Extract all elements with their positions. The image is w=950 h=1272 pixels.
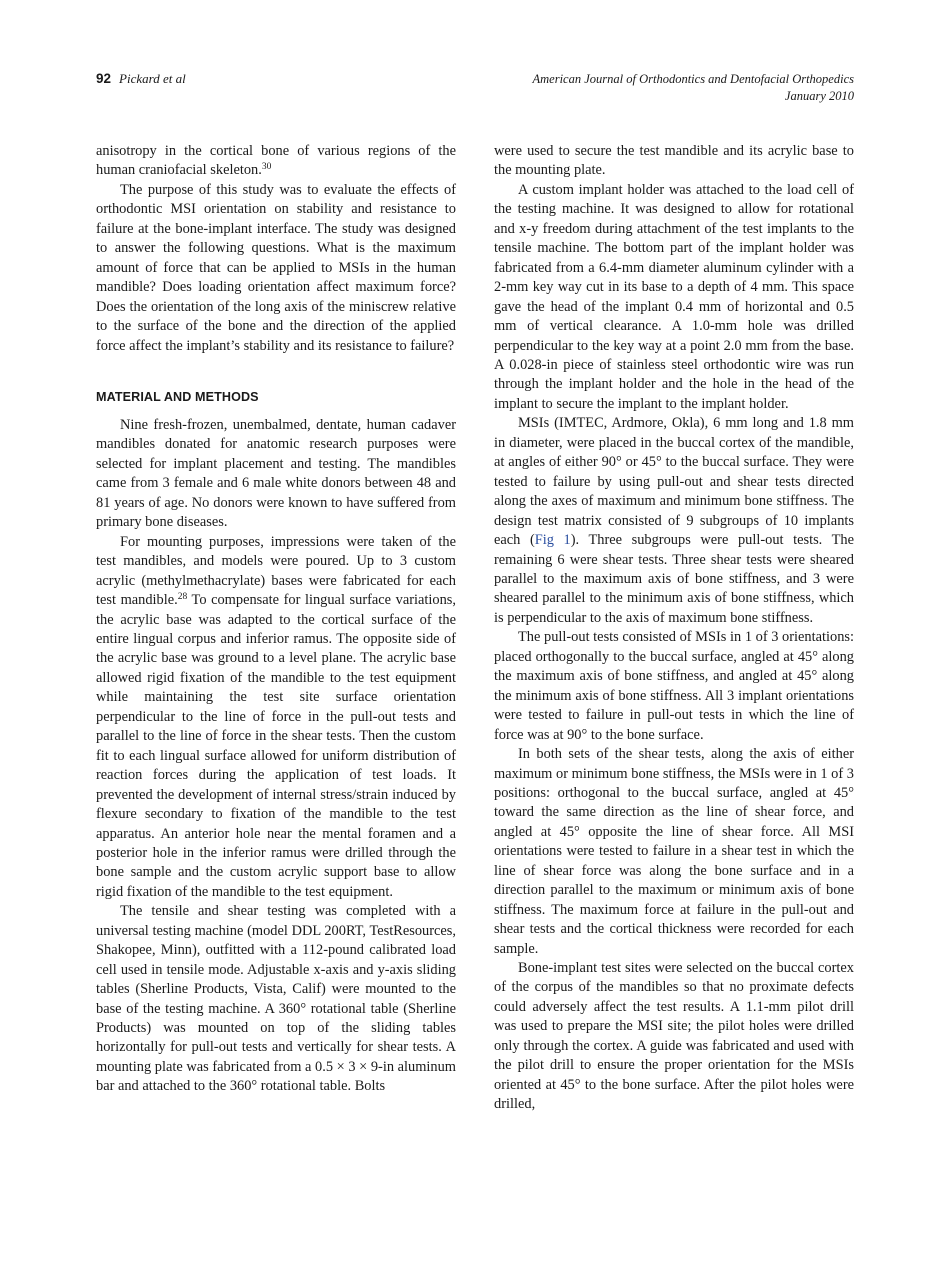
- paragraph: Bone-implant test sites were selected on the buccal cortex of the corpus of the mandibles so that no proximate defects could adversely affect the test results. A 1.1-mm pilot drill was used to prepare the MSI site; the pilot holes were drilled only through the cortex. A guide was fabricated and used with the pilot drill to ensure the proper orientation for the MSIs oriented at 45° to the bone surface. After the pilot holes were drilled,: [494, 960, 854, 1113]
- paragraph: were used to secure the test mandible and its acrylic base to the mounting plate.: [494, 143, 854, 179]
- citation-ref[interactable]: 28: [177, 592, 188, 603]
- journal-issue: January 2010: [784, 89, 854, 103]
- paragraph: In both sets of the shear tests, along the axis of either maximum or minimum bone stiffness, the MSIs were in 1 of 3 positions: orthogonal to the buccal surface, angled at 45° toward the same direction as the line of shear force, and angled at 45° opposite the line of shear force. All MSI orientations were tested to failure in a shear test in which the line of shear force was along the bone surface and in a direction parallel to the maximum or minimum axis of bone stiffness. The maximum force at failure in the pull-out and shear tests and the cortical thickness were recorded for each sample.: [494, 746, 854, 957]
- paragraph: The tensile and shear testing was completed with a universal testing machine (model DDL 200RT, TestResources, Shakopee, Minn), outfitted with a 112-pound calibrated load cell used in tensile mode. Adjustable x-axis and y-axis sliding tables (Sherline Products, Vista, Calif) were mounted to the base of the testing machine. A 360° rotational table (Sherline Products) was mounted on top of the sliding tables horizontally for pull-out tests and vertically for shear tests. A mounting plate was fabricated from a 0.5 × 3 × 9-in aluminum bar and attached to the 360° rotational table. Bolts: [96, 903, 456, 1095]
- paragraph-text: For mounting purposes, impressions were taken of the test mandibles, and models were poured. Up to 3 custom acrylic (methylmethacrylate) bases were fabricated for each test mandible.: [96, 533, 456, 609]
- paragraph: Nine fresh-frozen, unembalmed, dentate, human cadaver mandibles donated for anatomic research purposes were selected for implant placement and testing. The mandibles came from 3 female and 6 male white donors between 48 and 81 years of age. No donors were known to have suffered from primary bone diseases.: [96, 416, 456, 531]
- paragraph-text: ). Three subgroups were pull-out tests. The remaining 6 were shear tests. Three shear tests were sheared parallel to the maximum axis of bone stiffness, and 3 were sheared parallel to the minimum axis of bone stiffness, which is perpendicular to the axis of maximum bone stiffness.: [494, 532, 854, 626]
- paragraph: [96, 142, 456, 181]
- paragraph-text: To compensate for lingual surface variations, the acrylic base was adapted to the cortical surface of the entire lingual corpus and inferior ramus. The opposite side of the acrylic base was ground to a level plane. The acrylic base allowed rigid fixation of the mandible to the test equipment while maintaining the test site surface orientation perpendicular to the line of force in the pull-out tests and parallel to the line of force in the shear tests. Then the custom fit to each lingual surface allowed for uniform distribution of reaction forces during the application of test loads. It prevented the development of internal stress/strain induced by flexure secondary to fixation of the mandible to the test apparatus. An anterior hole near the mental foramen and a posterior hole in the inferior ramus were drilled through the bone sample and the custom acrylic support base to allow rigid fixation of the mandible to the test equipment.: [96, 592, 456, 900]
- paragraph: [494, 414, 854, 628]
- header-left: [96, 71, 186, 87]
- paragraph: The purpose of this study was to evaluate the effects of orthodontic MSI orientation on stability and resistance to failure at the bone-implant interface. The study was designed to answer the following questions. What is the maximum amount of force that can be applied to MSIs in the human mandible? Does loading orientation affect maximum force? Does the orientation of the long axis of the miniscrew relative to the surface of the bone and the direction of the applied force affect the implant’s stability and its resistance to failure?: [96, 181, 456, 354]
- paragraph: [96, 533, 456, 903]
- section-heading: MATERIAL AND METHODS: [96, 389, 259, 404]
- paragraph: A custom implant holder was attached to the load cell of the testing machine. It was designed to allow for rotational and x-y freedom during attachment of the test implants to the tensile machine. The bottom part of the implant holder was fabricated from a 6.4-mm diameter aluminum cylinder with a 2-mm key way cut in its base to a depth of 4 mm. This space gave the head of the implant 0.4 mm of horizontal and 0.5 mm of vertical clearance. A 1.0-mm hole was drilled perpendicular to the key way at a point 2.0 mm from the base. A 0.028-in piece of stainless steel orthodontic wire was run through the implant holder and the hole in the head of the implant to secure the implant to the implant holder.: [494, 181, 854, 412]
- running-authors: Pickard et al: [119, 71, 186, 86]
- page-number: 92: [96, 71, 112, 86]
- paragraph: The pull-out tests consisted of MSIs in 1 of 3 orientations: placed orthogonally to the buccal surface, angled at 45° along the maximum axis of bone stiffness, and angled at 45° along the minimum axis of bone stiffness. All 3 implant orientations were tested to failure in pull-out tests in which the line of force was at 90° to the bone surface.: [494, 629, 854, 743]
- header-right: [533, 71, 855, 105]
- journal-title: American Journal of Orthodontics and Dentofacial Orthopedics: [532, 72, 854, 86]
- paragraph-text: anisotropy in the cortical bone of various regions of the human craniofacial skeleton.: [96, 143, 456, 179]
- paragraph-text: MSIs (IMTEC, Ardmore, Okla), 6 mm long and 1.8 mm in diameter, were placed in the buccal cortex of the mandible, at angles of either 90° or 45° to the buccal surface. They were tested to failure by using pull-out and shear tests directed along the axes of maximum and minimum bone stiffness. The design test matrix consisted of 9 subgroups of 10 implants each (: [494, 415, 854, 549]
- right-column: [494, 142, 854, 1115]
- citation-ref[interactable]: 30: [261, 162, 272, 173]
- running-header: [96, 71, 854, 111]
- left-column: [96, 142, 456, 1097]
- figure-link[interactable]: Fig 1: [534, 532, 571, 549]
